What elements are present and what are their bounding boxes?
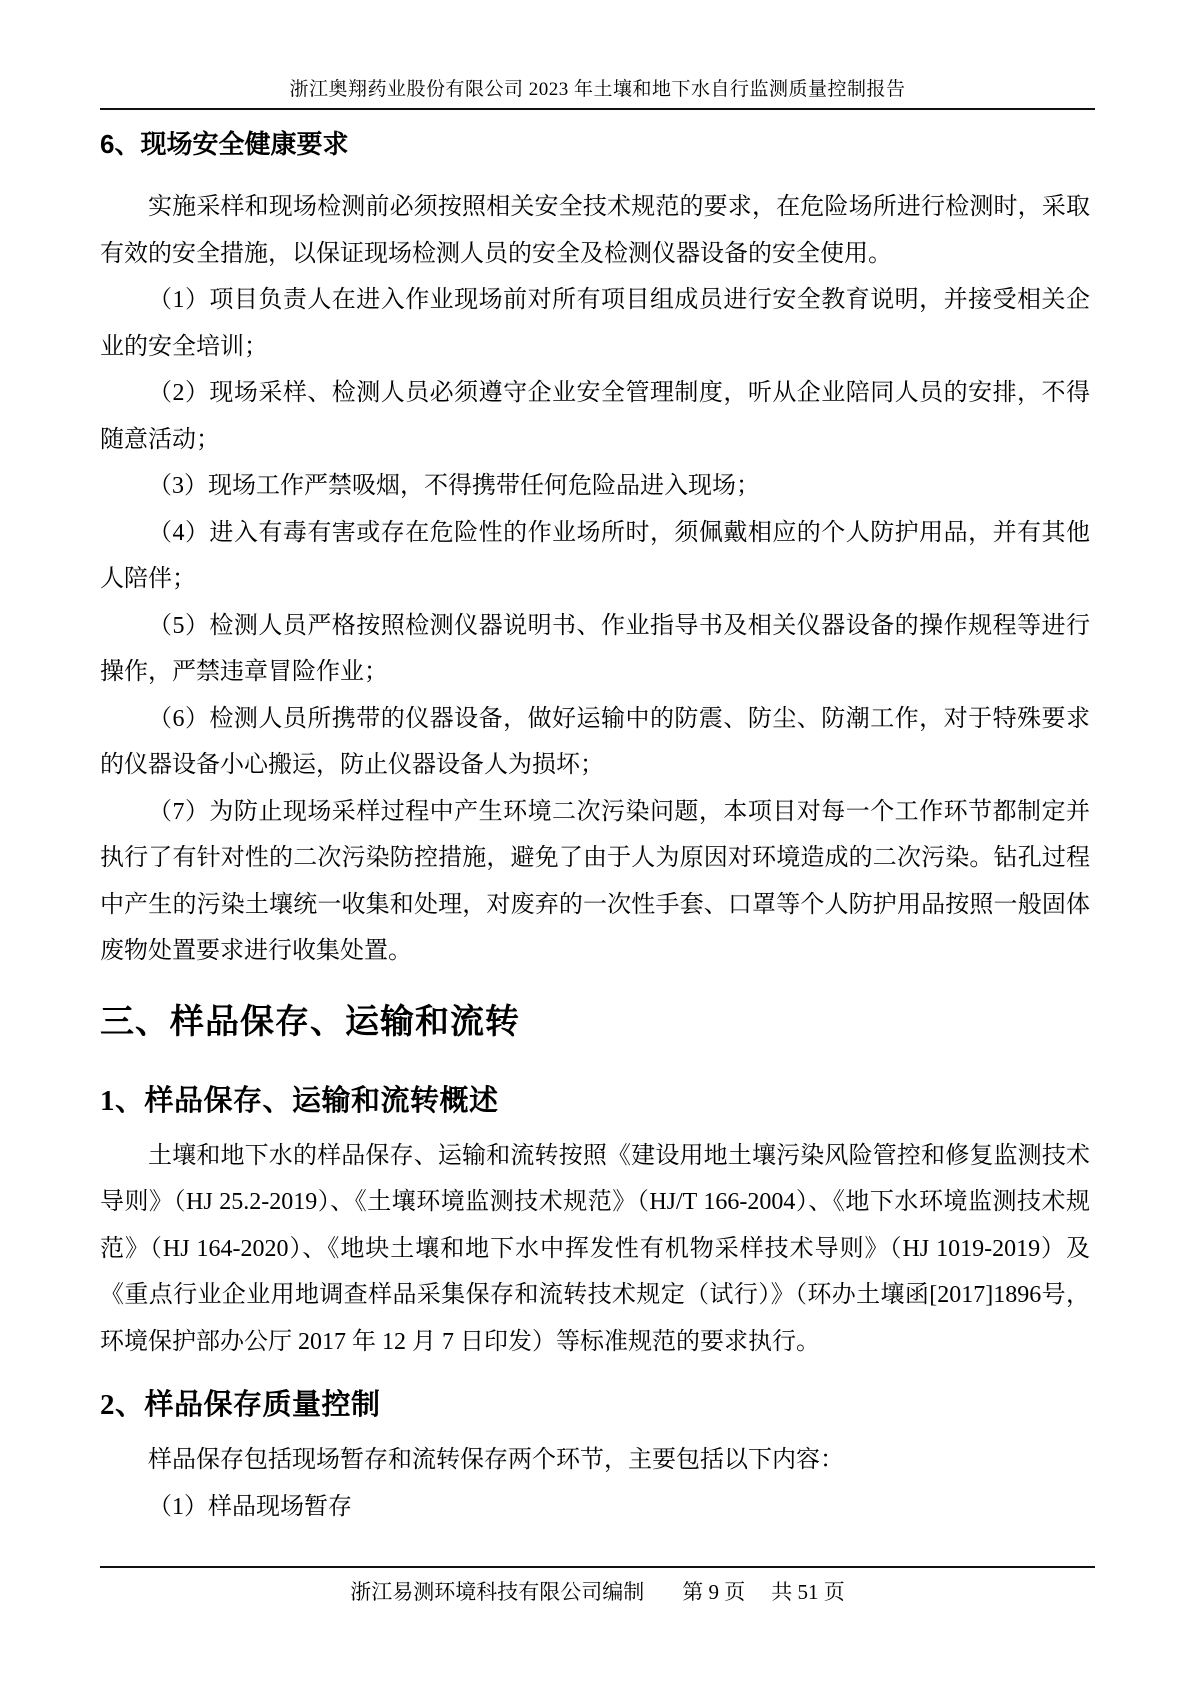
- footer-page-number: 第 9 页: [682, 1580, 746, 1604]
- section6-intro-paragraph: 实施采样和现场检测前必须按照相关安全技术规范的要求，在危险场所进行检测时，采取有效的安全措施，以保证现场检测人员的安全及检测仪器设备的安全使用。: [100, 194, 1090, 267]
- chapter3-section2-paragraph: 样品保存包括现场暂存和流转保存两个环节，主要包括以下内容：: [148, 1447, 844, 1473]
- chapter3-section2-item-1: （1）样品现场暂存: [148, 1493, 352, 1520]
- chapter3-section2-heading: 2、样品保存质量控制: [100, 1389, 381, 1421]
- chapter3-section1-paragraph: 土壤和地下水的样品保存、运输和流转按照《建设用地土壤污染风险管控和修复监测技术导则》（HJ 25.2-2019）、《土壤环境监测技术规范》（HJ/T 166-2004）、《地下水环境监测技术规范》（HJ 164-2020）、《地块土壤和地下水中挥发性有机物采样技术导则》（HJ 1019-2019）及《重点行业企业用地调查样品采集保存和流转技术规定（试行）》（环办土壤函[2017]1896号，环境保护部办公厅 2017 年 12 月 7 日印发）等标准规范的要求执行。: [100, 1142, 1090, 1355]
- page-header: [100, 0, 1095, 110]
- section6-item-5: （5）检测人员严格按照检测仪器说明书、作业指导书及相关仪器设备的操作规程等进行操作，严禁违章冒险作业；: [100, 612, 1090, 685]
- section6-heading: 6、现场安全健康要求: [100, 129, 349, 159]
- footer-total-pages: 共 51 页: [771, 1580, 845, 1604]
- footer-compiled-by: 浙江易测环境科技有限公司编制: [350, 1580, 645, 1604]
- header-title: 浙江奥翔药业股份有限公司 2023 年土壤和地下水自行监测质量控制报告: [289, 79, 906, 100]
- chapter3-heading: 三、样品保存、运输和流转: [100, 1003, 520, 1041]
- section6-item-3: （3）现场工作严禁吸烟，不得携带任何危险品进入现场；: [148, 473, 760, 499]
- page-content: [100, 112, 1090, 1530]
- chapter3-section1-heading: 1、样品保存、运输和流转概述: [100, 1084, 499, 1117]
- section6-item-2: （2）现场采样、检测人员必须遵守企业安全管理制度，听从企业陪同人员的安排，不得随意活动；: [100, 380, 1090, 453]
- section6-item-4: （4）进入有毒有害或存在危险性的作业场所时，须佩戴相应的个人防护用品，并有其他人陪伴；: [100, 519, 1090, 592]
- section6-item-1: （1）项目负责人在进入作业现场前对所有项目组成员进行安全教育说明，并接受相关企业的安全培训；: [100, 287, 1090, 360]
- page-footer: [100, 1566, 1095, 1606]
- section6-item-6: （6）检测人员所携带的仪器设备，做好运输中的防震、防尘、防潮工作，对于特殊要求的仪器设备小心搬运，防止仪器设备人为损坏；: [100, 705, 1090, 778]
- section6-item-7: （7）为防止现场采样过程中产生环境二次污染问题，本项目对每一个工作环节都制定并执行了有针对性的二次污染防控措施，避免了由于人为原因对环境造成的二次污染。钻孔过程中产生的污染土壤统一收集和处理，对废弃的一次性手套、口罩等个人防护用品按照一般固体废物处置要求进行收集处置。: [100, 798, 1090, 964]
